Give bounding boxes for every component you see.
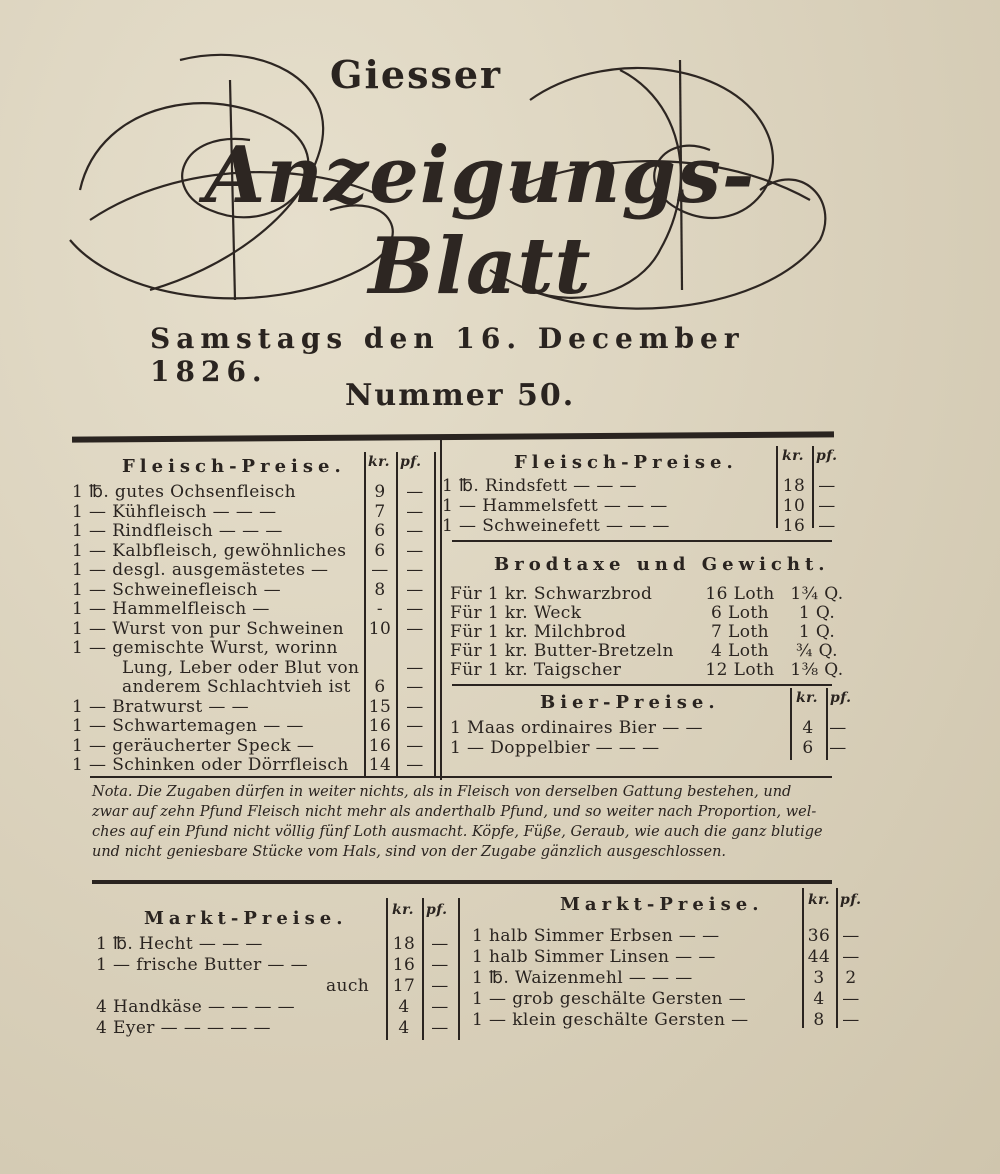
nota-line: ches auf ein Pfund nicht völlig fünf Loth ausmacht. Köpfe, Füße, Geraub, wie auch die ganz blutige [92, 824, 823, 840]
table-cell-kr: 6 [374, 540, 386, 561]
table-cell-weight: 16 Loth [705, 584, 775, 604]
table-cell-kr: 17 [392, 976, 416, 996]
table-row-text: 1 — grob geschälte Gersten — [472, 989, 747, 1009]
table-cell-kr: — [371, 560, 389, 580]
fleisch-left-table [72, 452, 442, 782]
table-cell-pf: — [829, 738, 847, 758]
table-cell-pf: — [842, 926, 860, 946]
table-row-text: Für 1 kr. Taigscher [450, 660, 622, 680]
table-cell-pf: — [842, 1010, 860, 1030]
table-cell-pf: — [406, 618, 424, 639]
table-cell-pf: — [406, 657, 424, 678]
table-cell-weight: 7 Loth [711, 622, 769, 642]
rule-brodtaxe [452, 540, 832, 542]
table-cell-kr: 16 [782, 516, 806, 536]
table-row-text: 1 — geräucherter Speck — [72, 735, 315, 756]
fleisch-right-table [442, 446, 842, 536]
unit-pf: pf. [840, 892, 862, 908]
table-row-text: 1 ℔. Rindsfett — — — [442, 476, 637, 496]
table-cell-q: 1⅜ Q. [790, 660, 844, 680]
rule-nota-top [90, 776, 832, 778]
table-cell-kr: 4 [398, 1018, 410, 1038]
bier-table [450, 688, 850, 768]
table-cell-kr: 36 [807, 926, 831, 946]
table-row-text: 1 — Kalbfleisch, gewöhnliches [72, 540, 347, 561]
table-cell-q: 1¾ Q. [790, 584, 844, 604]
table-cell-pf: — [406, 677, 424, 697]
brodtaxe-table [450, 548, 850, 678]
table-row-text: 1 ℔. gutes Ochsenfleisch [72, 482, 296, 502]
table-cell-pf: — [406, 599, 424, 619]
table-row-text: Für 1 kr. Weck [450, 603, 582, 623]
table-cell-kr: - [376, 599, 384, 619]
unit-pf: pf. [830, 690, 852, 706]
table-row-text: 4 Eyer — — — — — [96, 1018, 271, 1038]
table-cell-kr: 16 [368, 735, 392, 756]
table-cell-kr: 16 [368, 716, 392, 736]
masthead-title: Anzeigungs-Blatt [204, 130, 756, 312]
table-cell-kr: 8 [374, 579, 386, 600]
masthead-city: Giesser [330, 52, 503, 97]
table-cell-pf: — [431, 976, 449, 996]
table-cell-kr: 7 [374, 501, 386, 522]
table-row-text: 1 — Schinken oder Dörrfleisch [72, 755, 349, 775]
table-cell-q: 1 Q. [798, 622, 836, 642]
table-cell-pf: — [818, 516, 836, 536]
brodtaxe-header: Brodtaxe und Gewicht. [494, 554, 830, 575]
table-cell-pf: — [431, 934, 449, 954]
fleisch-left-header: Fleisch-Preise. [122, 456, 346, 477]
issue-number: Nummer 50. [345, 378, 576, 413]
table-row-text: 1 halb Simmer Linsen — — [472, 947, 716, 967]
table-cell-pf: — [842, 947, 860, 967]
table-row-text: 1 — Doppelbier — — — [450, 738, 660, 758]
table-row-text: 1 — Hammelfleisch — [72, 599, 270, 619]
table-row-text: Lung, Leber oder Blut von [122, 657, 360, 678]
table-row-text: 1 halb Simmer Erbsen — — [472, 926, 720, 946]
table-cell-kr: 9 [374, 482, 386, 502]
table-cell-kr: 3 [813, 968, 825, 988]
table-cell-kr: 4 [398, 997, 410, 1017]
fleisch-right-header: Fleisch-Preise. [514, 452, 738, 473]
markt-left-table [96, 898, 466, 1058]
table-row-text: Für 1 kr. Schwarzbrod [450, 584, 653, 604]
table-cell-kr: 44 [807, 947, 831, 967]
table-row-text: 1 — frische Butter — — [96, 955, 309, 975]
table-cell-pf: — [431, 1018, 449, 1038]
top-rule [72, 431, 834, 442]
markt-right-table [472, 888, 872, 1038]
table-cell-weight: 6 Loth [711, 603, 769, 623]
bier-header: Bier-Preise. [540, 692, 720, 713]
table-cell-q: ¾ Q. [796, 641, 838, 661]
unit-kr: kr. [392, 902, 414, 918]
table-cell-pf: — [406, 560, 424, 580]
table-row-text: 1 ℔. Waizenmehl — — — [472, 968, 693, 988]
table-cell-pf: — [829, 718, 847, 738]
table-cell-pf: — [818, 496, 836, 516]
table-row-text: 1 ℔. Hecht — — — [96, 934, 263, 954]
table-row-text: 1 — klein geschälte Gersten — [472, 1010, 749, 1030]
table-cell-pf: — [431, 955, 449, 975]
table-cell-pf: — [818, 476, 836, 496]
table-cell-pf: — [406, 735, 424, 756]
unit-kr: kr. [796, 690, 818, 706]
table-cell-kr: 6 [374, 521, 386, 541]
nota-text [92, 782, 862, 862]
table-cell-weight: 12 Loth [705, 660, 775, 680]
issue-date: Samstags den 16. December 1826. [150, 322, 745, 388]
table-cell-kr: 18 [782, 476, 806, 496]
nota-line: zwar auf zehn Pfund Fleisch nicht mehr als anderthalb Pfund, und so weiter nach Proportion, wel- [92, 804, 817, 820]
unit-kr: kr. [368, 454, 390, 470]
table-cell-kr: 15 [368, 696, 392, 717]
table-row-text: 1 — Kühfleisch — — — [72, 501, 277, 522]
table-cell-pf: — [406, 501, 424, 522]
table-cell-kr: 10 [368, 618, 392, 639]
table-cell-kr: 8 [813, 1010, 825, 1030]
table-cell-pf: — [406, 482, 424, 502]
table-row-text: 1 — Schwartemagen — — [72, 716, 304, 736]
table-cell-kr: 14 [368, 755, 392, 775]
table-row-text: 1 — Rindfleisch — — — [72, 521, 283, 541]
unit-kr: kr. [782, 448, 804, 464]
table-cell-kr: 4 [802, 718, 814, 738]
table-row-text: 1 — gemischte Wurst, worinn [72, 638, 338, 658]
table-cell-kr: 6 [374, 677, 386, 697]
unit-pf: pf. [400, 454, 422, 470]
table-cell-pf: — [406, 755, 424, 775]
nota-line: Nota. Die Zugaben dürfen in weiter nichts, als in Fleisch von derselben Gattung bestehen, und [92, 784, 792, 800]
table-cell-kr: 18 [392, 934, 416, 954]
table-row-text: 1 — Wurst von pur Schweinen [72, 618, 344, 639]
table-cell-pf: — [406, 579, 424, 600]
unit-kr: kr. [808, 892, 830, 908]
table-cell-pf: — [406, 716, 424, 736]
table-cell-pf: 2 [845, 968, 857, 988]
table-row-text: Für 1 kr. Butter-Bretzeln [450, 641, 674, 661]
table-cell-kr: 10 [782, 496, 806, 516]
table-cell-kr: 16 [392, 955, 416, 975]
table-row-text: Für 1 kr. Milchbrod [450, 622, 627, 642]
table-row-text: 1 Maas ordinaires Bier — — [450, 718, 703, 738]
table-row-text: 4 Handkäse — — — — [96, 997, 296, 1017]
markt-left-header: Markt-Preise. [144, 908, 348, 929]
table-cell-pf: — [406, 521, 424, 541]
table-cell-pf: — [842, 989, 860, 1009]
table-cell-kr: 4 [813, 989, 825, 1009]
table-row-text: 1 — Bratwurst — — [72, 696, 249, 717]
table-row-text: 1 — desgl. ausgemästetes — [72, 560, 329, 580]
table-cell-pf: — [431, 997, 449, 1017]
table-cell-pf: — [406, 696, 424, 717]
unit-pf: pf. [816, 448, 838, 464]
unit-pf: pf. [426, 902, 448, 918]
table-row-text: anderem Schlachtvieh ist [122, 677, 351, 697]
table-row-text: auch [326, 976, 370, 996]
table-row-text: 1 — Hammelsfett — — — [442, 496, 668, 516]
table-cell-weight: 4 Loth [711, 641, 769, 661]
table-row-text: 1 — Schweinefleisch — [72, 579, 282, 600]
table-cell-pf: — [406, 540, 424, 561]
table-cell-q: 1 Q. [798, 603, 836, 623]
nota-line: und nicht geniesbare Stücke vom Hals, sind von der Zugabe gänzlich ausgeschlossen. [92, 844, 727, 860]
table-cell-kr: 6 [802, 738, 814, 758]
markt-right-header: Markt-Preise. [560, 894, 764, 915]
rule-bier [452, 684, 832, 686]
table-row-text: 1 — Schweinefett — — — [442, 516, 670, 536]
rule-markt-top [92, 880, 832, 884]
